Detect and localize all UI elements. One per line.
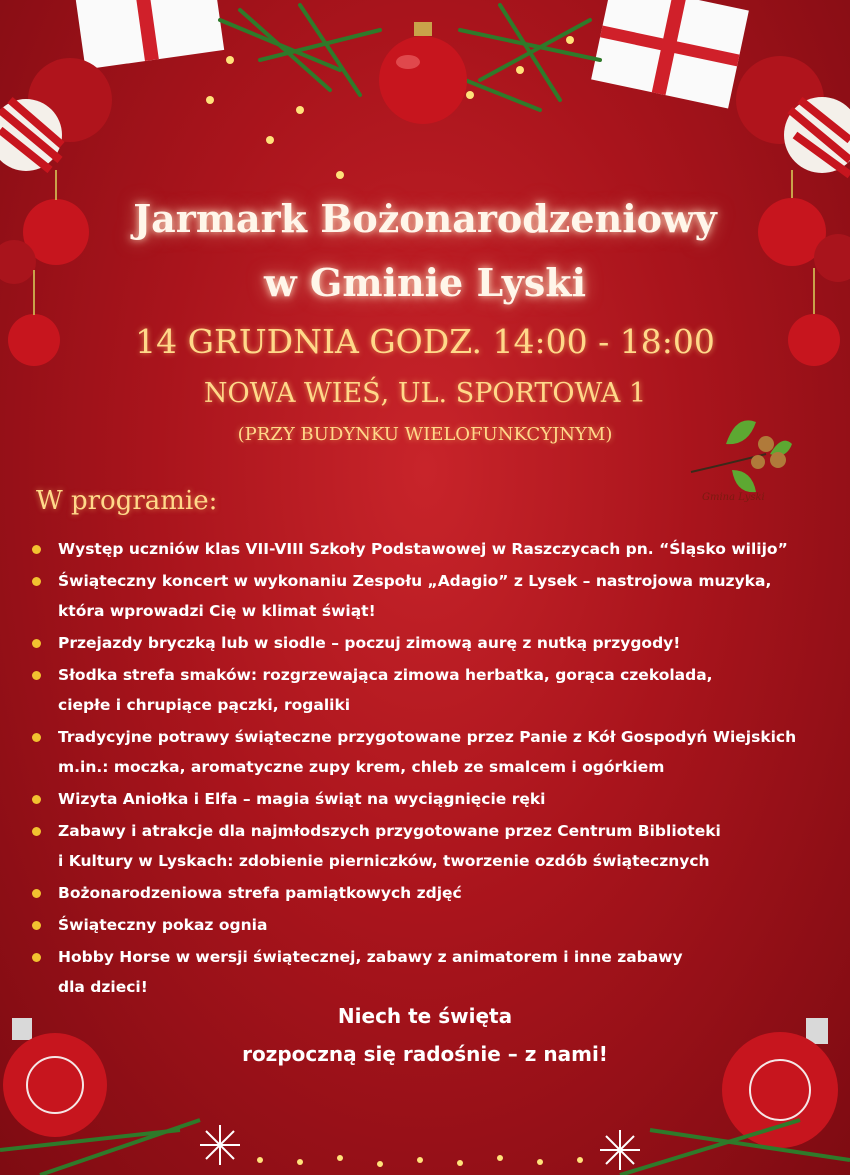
program-heading: W programie:	[36, 486, 218, 516]
event-title: Jarmark Bożonarodzeniowy	[133, 196, 717, 241]
program-item-text: Tradycyjne potrawy świąteczne przygotowane przez Panie z Kół Gospodyń Wiejskich	[58, 728, 797, 746]
logo-text: Gmina Lyski	[702, 492, 765, 503]
program-item	[30, 942, 830, 1002]
program-item	[30, 722, 830, 782]
event-place-note: (PRZY BUDYNKU WIELOFUNKCYJNYM)	[237, 424, 613, 445]
bullet-icon	[32, 639, 41, 648]
event-subtitle: w Gminie Lyski	[263, 260, 587, 305]
bullet-icon	[32, 889, 41, 898]
closing-line-2: rozpoczną się radośnie – z nami!	[242, 1042, 608, 1066]
program-item-text: Wizyta Aniołka i Elfa – magia świąt na wyciągnięcie ręki	[58, 790, 546, 808]
program-item-text: Świąteczny koncert w wykonaniu Zespołu „Adagio” z Lysek – nastrojowa muzyka,	[58, 572, 772, 590]
bullet-icon	[32, 921, 41, 930]
program-item-text: ciepłe i chrupiące pączki, rogaliki	[58, 696, 351, 714]
bullet-icon	[32, 953, 41, 962]
program-item	[30, 816, 830, 876]
program-item-text: Przejazdy bryczką lub w siodle – poczuj zimową aurę z nutką przygody!	[58, 634, 681, 652]
program-item-text: Świąteczny pokaz ognia	[58, 916, 268, 934]
string-lights-icon	[257, 1155, 583, 1167]
program-item	[30, 534, 830, 564]
pine-branch-icon	[0, 1120, 850, 1175]
bullet-icon	[32, 733, 41, 742]
program-item-text: Hobby Horse w wersji świątecznej, zabawy z animatorem i inne zabawy	[58, 948, 683, 966]
snowflake-icon	[200, 1125, 640, 1170]
program-item-text: która wprowadzi Cię w klimat świąt!	[58, 602, 376, 620]
program-item	[30, 878, 830, 908]
program-item	[30, 566, 830, 626]
ornament-ball-icon	[379, 22, 467, 124]
event-place: NOWA WIEŚ, UL. SPORTOWA 1	[203, 378, 647, 409]
program-item	[30, 784, 830, 814]
closing-line-1: Niech te święta	[337, 1004, 513, 1028]
bullet-icon	[32, 827, 41, 836]
gift-box-icon	[76, 0, 224, 69]
program-item-text: m.in.: moczka, aromatyczne zupy krem, chleb ze smalcem i ogórkiem	[58, 758, 665, 776]
event-date: 14 GRUDNIA GODZ. 14:00 - 18:00	[135, 322, 715, 361]
program-item-text: Słodka strefa smaków: rozgrzewająca zimowa herbatka, gorąca czekolada,	[58, 666, 713, 684]
bullet-icon	[32, 795, 41, 804]
bullet-icon	[32, 577, 41, 586]
gift-box-icon	[591, 0, 749, 108]
program-item-text: Bożonarodzeniowa strefa pamiątkowych zdjęć	[58, 884, 462, 902]
program-item	[30, 660, 830, 720]
bullet-icon	[32, 671, 41, 680]
program-item-text: i Kultury w Lyskach: zdobienie pierniczków, tworzenie ozdób świątecznych	[58, 852, 710, 870]
program-item-text: Występ uczniów klas VII-VIII Szkoły Podstawowej w Raszczycach pn. “Śląsko wilijo”	[58, 540, 788, 558]
program-item	[30, 628, 830, 658]
bullet-icon	[32, 545, 41, 554]
ornament-ball-icon	[722, 1018, 838, 1148]
program-item	[30, 910, 830, 940]
program-list	[30, 534, 830, 1004]
ornament-ball-icon	[3, 1018, 107, 1137]
program-item-text: Zabawy i atrakcje dla najmłodszych przygotowane przez Centrum Biblioteki	[58, 822, 721, 840]
program-item-text: dla dzieci!	[58, 978, 148, 996]
